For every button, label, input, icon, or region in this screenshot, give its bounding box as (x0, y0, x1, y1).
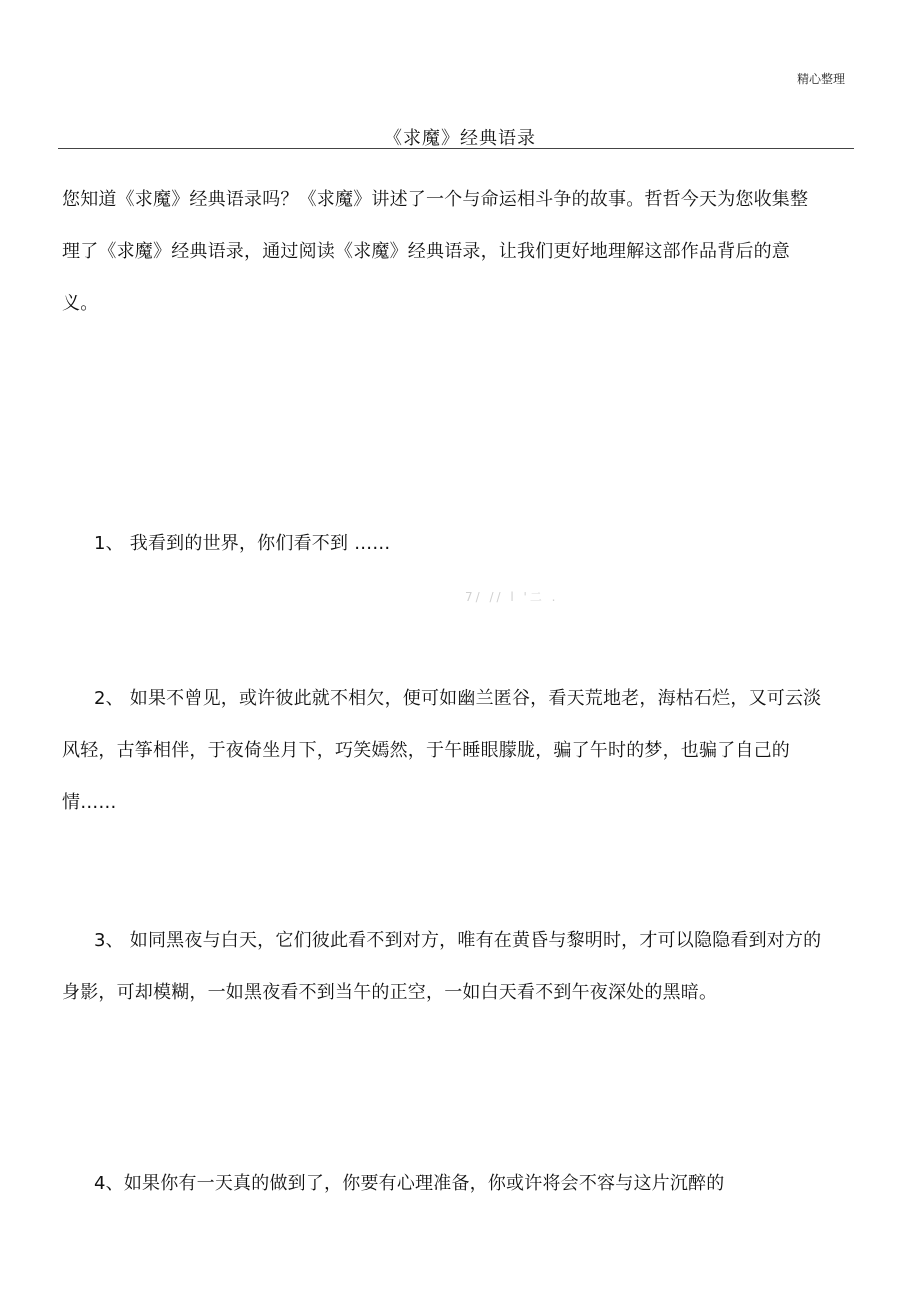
scan-artifact: 7/ // l '二 . (465, 590, 559, 604)
quote-paragraph-1: 1、 我看到的世界，你们看不到 …… (94, 533, 391, 554)
quote-paragraph-3: 3、 如同黑夜与白天，它们彼此看不到对方，唯有在黄昏与黎明时，才可以隐隐看到对方的身影，可却模糊，一如黑夜看不到当午的正空，一如白天看不到午夜深处的黑暗。 (62, 930, 822, 1003)
intro-paragraph: 您知道《求魔》经典语录吗？《求魔》讲述了一个与命运相斗争的故事。哲哲今天为您收集整理了《求魔》经典语录，通过阅读《求魔》经典语录，让我们更好地理解这部作品背后的意义。 (62, 189, 809, 314)
header-note: 精心整理 (796, 72, 845, 86)
title-divider (58, 148, 854, 149)
quote-paragraph-2: 2、 如果不曾见，或许彼此就不相欠，便可如幽兰匿谷，看天荒地老，海枯石烂，又可云淡风轻，古筝相伴，于夜倚坐月下，巧笑嫣然，于午睡眼朦胧，骗了午时的梦，也骗了自己的情…… (62, 688, 822, 813)
document-title: 《求魔》经典语录 (384, 128, 536, 149)
quote-paragraph-4: 4、如果你有一天真的做到了，你要有心理准备，你或许将会不容与这片沉醉的 (94, 1173, 725, 1194)
